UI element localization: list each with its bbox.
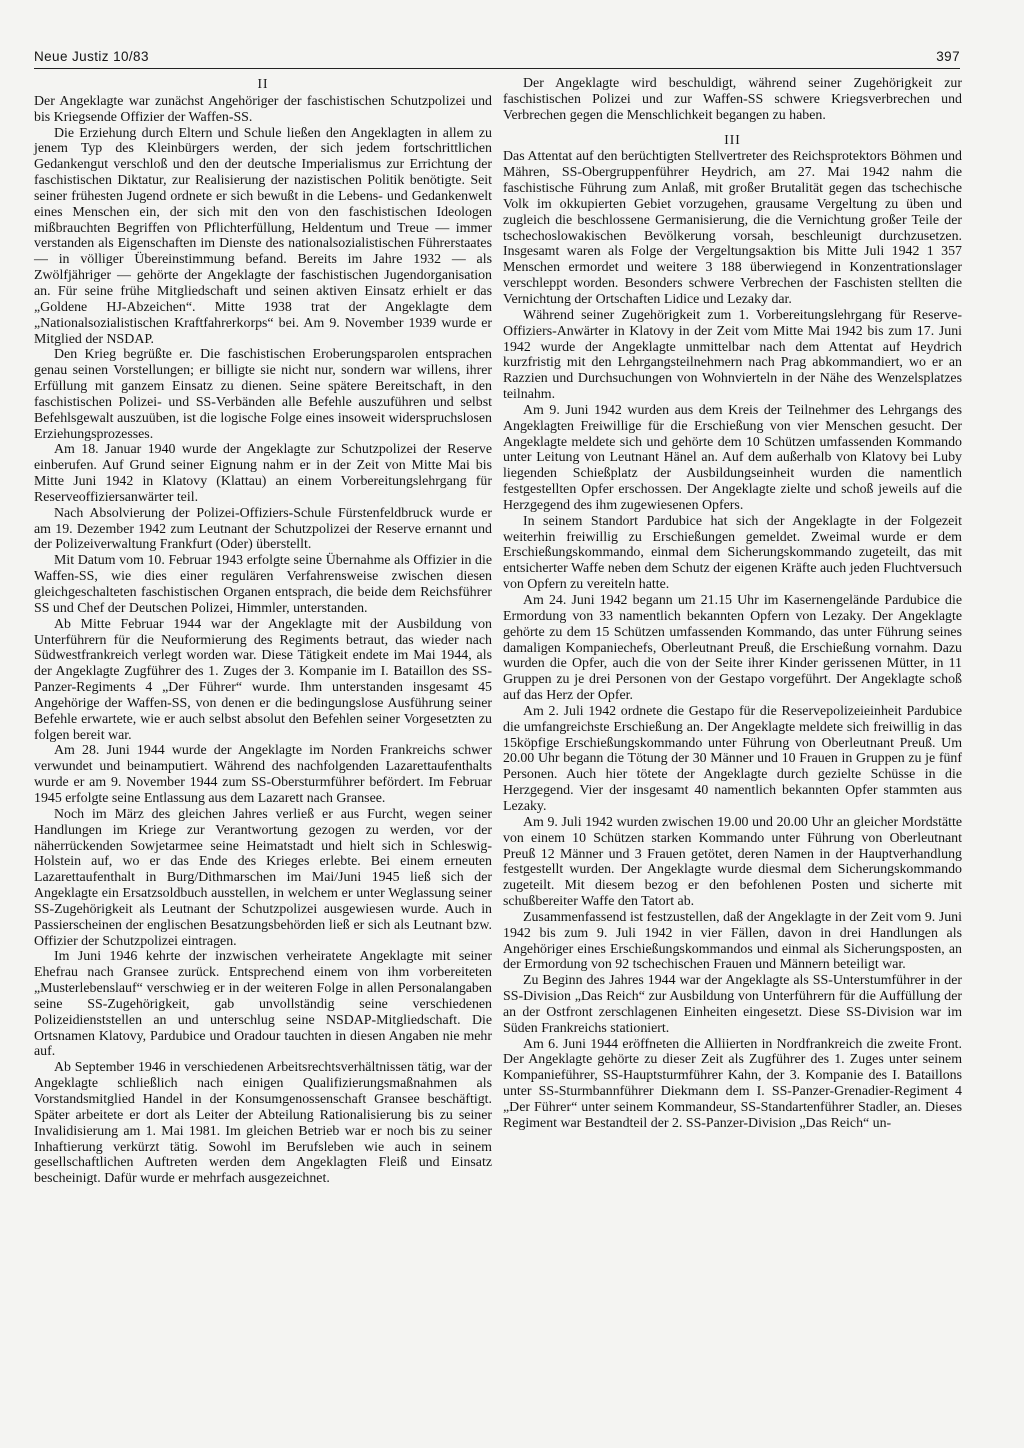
paragraph: Am 6. Juni 1944 eröffneten die Alliierten in Nordfrankreich die zweite Front. Der Angeklagte gehörte zu dieser Zeit als Zugführer des 1. Zuges unter seinem Kompanieführer, SS-Hauptsturmführer Kahn, der 3. Kompanie des I. Bataillons unter SS-Sturmbannführer Diekmann dem I. SS-Panzer-Grenadier-Regiment 4 „Der Führer“ unter seinem Kommandeur, SS-Standartenführer Stadler, an. Dieses Regiment war Bestandteil der 2. SS-Panzer-Division „Das Reich“ un- (503, 1036, 962, 1131)
paragraph: Am 9. Juli 1942 wurden zwischen 19.00 und 20.00 Uhr an gleicher Mordstätte von einem 10 Schützen starken Kommando unter Führung von Oberleutnant Preuß 12 Männer und 3 Frauen getötet, deren Namen in der Hauptverhandlung festgestellt wurden. Der Angeklagte wurde diesmal dem Sicherungskommando zugeteilt. Mit diesem bezog er den befohlenen Posten und sicherte mit schußbereiter Waffe den Tatort ab. (503, 814, 962, 910)
paragraph: Ab Mitte Februar 1944 war der Angeklagte mit der Ausbildung von Unterführern für die Neuformierung des Regiments betraut, das wieder nach Südwestfrankreich verlegt worden war. Diese Tätigkeit endete im Mai 1944, als der Angeklagte Zugführer des 1. Zuges der 3. Kompanie im I. Bataillon des SS-Panzer-Regiments 4 „Der Führer“ wurde. Ihm unterstanden insgesamt 45 Angehörige der Waffen-SS, von denen er die bedingungslose Ausführung seiner Befehle erwartete, wie er auch selbst absolut den Befehlen seiner Vorgesetzten zu folgen bereit war. (34, 616, 492, 743)
paragraph: Der Angeklagte wird beschuldigt, während seiner Zugehörigkeit zur faschistischen Polizei und zur Waffen-SS schwere Kriegsverbrechen und Verbrechen gegen die Menschlichkeit begangen zu haben. (503, 76, 962, 123)
page-number: 397 (936, 49, 960, 64)
paragraph: Noch im März des gleichen Jahres verließ er aus Furcht, wegen seiner Handlungen im Kriege zur Verantwortung gezogen zu werden, vor der näherrückenden Sowjetarmee seine Heimatstadt und hielt sich in Schleswig-Holstein auf, wo er das Ende des Krieges erlebte. Bei einem erneuten Lazarettaufenthalt in Burg/Dithmarschen im Mai/Juni 1945 ließ sich der Angeklagte ein Ersatzsoldbuch ausstellen, in welchem er unter Weglassung seiner SS-Zugehörigkeit als Leutnant der Schutzpolizei ausgewiesen wurde. Auch in Passierscheinen der englischen Besatzungsbehörden ließ er sich als Leutnant bzw. Offizier der Schutzpolizei eintragen. (34, 806, 492, 949)
paragraph: Während seiner Zugehörigkeit zum 1. Vorbereitungslehrgang für Reserve-Offiziers-Anwärter in Klatovy in der Zeit vom Mitte Mai 1942 bis zum 17. Juni 1942 wurde der Angeklagte unmittelbar nach dem Attentat auf Heydrich kurzfristig mit den Lehrgangsteilnehmern nach Prag abkommandiert, wo er an Razzien und Durchsuchungen von Wohnvierteln in der Nähe des Wenzelsplatzes teilnahm. (503, 307, 962, 403)
paragraph: Zusammenfassend ist festzustellen, daß der Angeklagte in der Zeit vom 9. Juni 1942 bis zum 9. Juli 1942 in vier Fällen, davon in drei Handlungen als Angehöriger eines Erschießungskommandos und einmal als Sicherungsposten, an der Ermordung von 92 tschechischen Frauen und Männern beteiligt war. (503, 909, 962, 973)
paragraph: Mit Datum vom 10. Februar 1943 erfolgte seine Übernahme als Offizier in die Waffen-SS, wie dies einer regulären Verfahrensweise zwischen diesen gleichgeschalteten faschistischen Organen entsprach, die beide dem Reichsführer SS und Chef der Deutschen Polizei, Himmler, unterstanden. (34, 553, 492, 616)
left-column (34, 76, 492, 1187)
paragraph: Am 28. Juni 1944 wurde der Angeklagte im Norden Frankreichs schwer verwundet und beinamputiert. Während des nachfolgenden Lazarettaufenthalts wurde er am 9. November 1944 zum SS-Obersturmführer befördert. Im Februar 1945 erfolgte seine Entlassung aus dem Lazarett nach Gransee. (34, 743, 492, 806)
paragraph: Den Krieg begrüßte er. Die faschistischen Eroberungsparolen entsprachen genau seinen Vorstellungen; er billigte sie nicht nur, sondern war willens, ihrer Erfüllung mit ganzem Einsatz zu dienen. Seine spätere Bereitschaft, in den faschistischen Polizei- und SS-Verbänden alle Befehle auszuführen und selbst Befehlsgewalt auszuüben, ist die logische Folge eines insoweit widerspruchslosen Erziehungsprozesses. (34, 347, 492, 442)
paragraph: Nach Absolvierung der Polizei-Offiziers-Schule Fürstenfeldbruck wurde er am 19. Dezember 1942 zum Leutnant der Schutzpolizei der Reserve ernannt und der Polizeiverwaltung Frankfurt (Oder) überstellt. (34, 505, 492, 553)
paragraph: Am 24. Juni 1942 begann um 21.15 Uhr im Kasernengelände Pardubice die Ermordung von 33 namentlich bekannten Opfern von Lezaky. Der Angeklagte gehörte zu dem 15 Schützen umfassenden Kommando, das unter Führung seines damaligen Kompaniechefs, Oberleutnant Preuß, die Erschießung vornahm. Dazu wurden die Opfer, auch die von der Seite ihrer Kinder gerissenen Mütter, in 11 Gruppen zu je drei Personen von der Gestapo vorgeführt. Der Angeklagte schoß auf das Herz der Opfer. (503, 593, 962, 704)
paragraph: Der Angeklagte war zunächst Angehöriger der faschistischen Schutzpolizei und bis Kriegsende Offizier der Waffen-SS. (34, 93, 492, 125)
paragraph: In seinem Standort Pardubice hat sich der Angeklagte in der Folgezeit weiterhin freiwillig zu Erschießungen gemeldet. Zweimal wurde er dem Erschießungskommando, einmal dem Sicherungskommando zugeteilt, das mit entsicherter Waffe neben dem Schutz der eigenen Kräfte auch jeden Fluchtversuch von Opfern zu vereiteln hatte. (503, 513, 962, 593)
paragraph: Das Attentat auf den berüchtigten Stellvertreter des Reichsprotektors Böhmen und Mähren, SS-Obergruppenführer Heydrich, am 27. Mai 1942 nahm die faschistische Führung zum Anlaß, mit großer Brutalität gegen das tschechische Volk im okkupierten Gebiet vorzugehen, grausame Vergeltung zu üben und zugleich die beschlossene Germanisierung, die die Vernichtung großer Teile der tschechoslowakischen Bevölkerung vorsah, beschleunigt durchzusetzen. Insgesamt waren als Folge der Vergeltungsaktion bis Mitte Juli 1942 1 357 Menschen ermordet und weitere 3 188 überwiegend in Konzentrationslager verschleppt worden. Besonders schwere Verbrechen der Faschisten stellten die Vernichtung der Ortschaften Lidice und Lezaky dar. (503, 149, 962, 307)
right-column (503, 76, 962, 1132)
section-heading-ii: II (257, 76, 269, 91)
paragraph: Am 2. Juli 1942 ordnete die Gestapo für die Reservepolizeieinheit Pardubice die umfangreichste Erschießung an. Der Angeklagte meldete sich freiwillig in das 15köpfige Erschießungskommando unter Führung von Oberleutnant Preuß. Um 20.00 Uhr begann die Tötung der 30 Männer und 10 Frauen in Gruppen zu je fünf Personen. Auch hier tötete der Angeklagte durch gezielte Schüsse in die Herzgegend. Vier der insgesamt 40 namentlich bekannten Opfer stammten aus Lezaky. (503, 703, 962, 814)
journal-title: Neue Justiz 10/83 (34, 49, 149, 64)
paragraph: Am 9. Juni 1942 wurden aus dem Kreis der Teilnehmer des Lehrgangs des Angeklagten Freiwillige für die Erschießung von vier Menschen gesucht. Der Angeklagte meldete sich und gehörte dem 10 Schützen umfassenden Kommando unter Leitung von Leutnant Hänel an. Auf dem außerhalb von Klatovy bei Luby liegenden Schießplatz der Ausbildungseinheit wurden die namentlich festgestellten Opfer erschossen. Der Angeklagte zielte und schoß jeweils auf die Herzgegend des ihm zugewiesenen Opfers. (503, 402, 962, 513)
paragraph: Im Juni 1946 kehrte der inzwischen verheiratete Angeklagte mit seiner Ehefrau nach Gransee zurück. Entsprechend einem von ihm vorbereiteten „Musterlebenslauf“ verschwieg er in der weiteren Folge in allen Personalangaben seine SS-Zugehörigkeit, gab unvollständig seine verschiedenen Polizeidienststellen an und unterschlug seine NSDAP-Mitgliedschaft. Die Ortsnamen Klatovy, Pardubice und Oradour tauchten in diesen Angaben nie mehr auf. (34, 949, 492, 1060)
paragraph: Am 18. Januar 1940 wurde der Angeklagte zur Schutzpolizei der Reserve einberufen. Auf Grund seiner Eignung nahm er in der Zeit von Mitte Mai bis Mitte Juni 1942 in Klatovy (Klattau) an einem Vorbereitungslehrgang für Reserveoffiziersanwärter teil. (34, 442, 492, 505)
paragraph: Die Erziehung durch Eltern und Schule ließen den Angeklagten in allem zu jenem Typ des Kleinbürgers werden, der sich jedem fortschrittlichen Gedankengut verschloß und den der deutsche Imperialismus zur Errichtung der faschistischen Diktatur, zur Realisierung der nazistischen Politik benötigte. Seit seiner frühesten Jugend ordnete er sich bewußt in die Lebens- und Gedankenwelt eines Menschen ein, der sich mit den von den faschistischen Ideologen mißbrauchten Begriffen von Pflichterfüllung, Heldentum und Treue — immer verstanden als Eigenschaften im Dienste des nationalsozialistischen Führerstaates — in völliger Übereinstimmung befand. Bereits im Jahre 1932 — als Zwölfjähriger — gehörte der Angeklagte der faschistischen Jugendorganisation an. Für seine frühe Mitgliedschaft und seinen aktiven Einsatz erhielt er das „Goldene HJ-Abzeichen“. Mitte 1938 trat der Angeklagte dem „Nationalsozialistischen Kraftfahrerkorps“ bei. Am 9. November 1939 wurde er Mitglied der NSDAP. (34, 125, 492, 347)
section-heading-iii: III (724, 131, 741, 147)
paragraph: Zu Beginn des Jahres 1944 war der Angeklagte als SS-Unterstumführer in der SS-Division „Das Reich“ zur Ausbildung von Unterführern für die Auffüllung der an der Ostfront zerschlagenen Einheiten eingesetzt. Diese SS-Division war im Süden Frankreichs stationiert. (503, 973, 962, 1036)
paragraph: Ab September 1946 in verschiedenen Arbeitsrechtsverhältnissen tätig, war der Angeklagte schließlich nach einigen Qualifizierungsmaßnahmen als Vorstandsmitglied Handel in der Konsumgenossenschaft Gransee beschäftigt. Später arbeitete er dort als Leiter der Abteilung Rationalisierung bis zu seiner Invalidisierung am 1. Mai 1981. Im gleichen Betrieb war er noch bis zu seiner Inhaftierung verkürzt tätig. Sowohl im Berufsleben wie auch in seinem gesellschaftlichen Auftreten werden dem Angeklagten Fleiß und Einsatz bescheinigt. Dafür wurde er mehrfach ausgezeichnet. (34, 1060, 492, 1187)
running-header (34, 48, 960, 69)
